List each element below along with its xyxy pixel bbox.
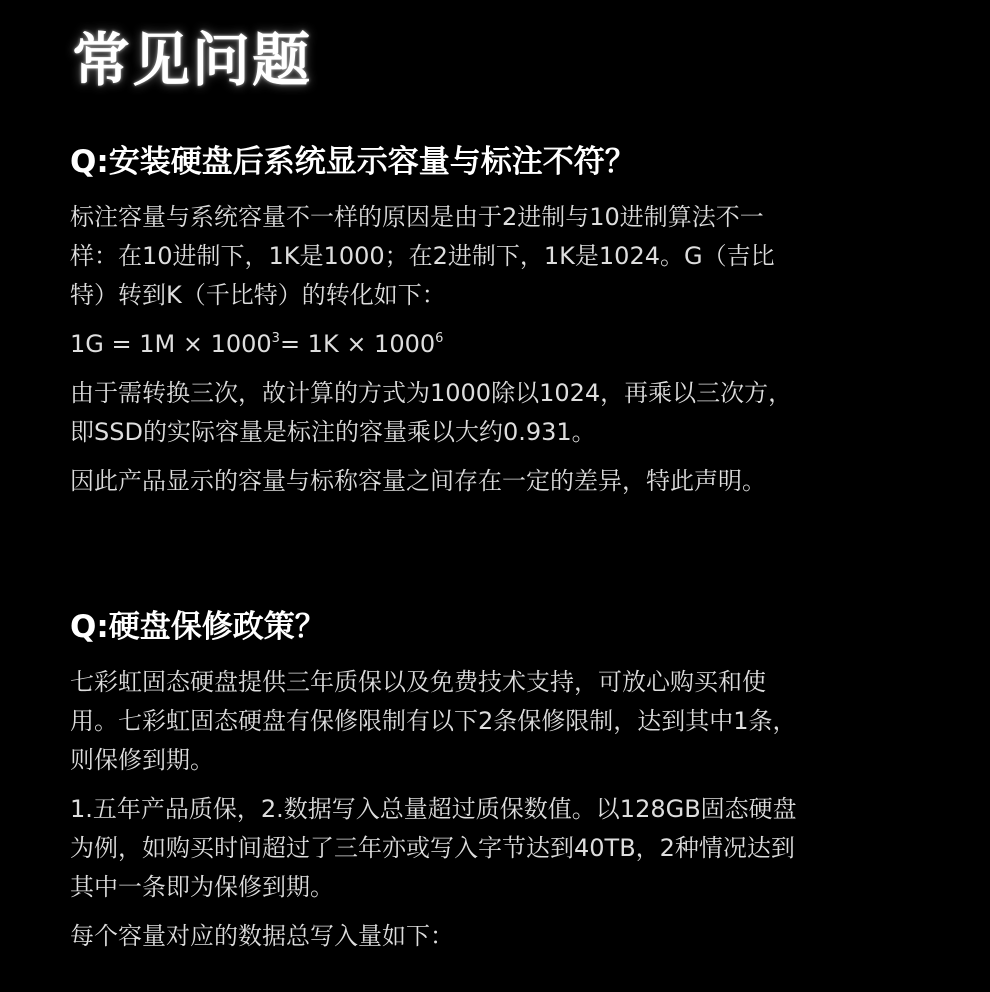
faq-answer-line: 即SSD的实际容量是标注的容量乘以大约0.931。 [70, 418, 596, 446]
faq-answer-line: 则保修到期。 [70, 746, 214, 774]
capacity-formula [70, 325, 950, 364]
faq-answer-line: 由于需转换三次，故计算的方式为1000除以1024，再乘以三次方， [70, 379, 793, 407]
faq-question: Q:硬盘保修政策？ [70, 609, 326, 645]
faq-answer-line: 因此产品显示的容量与标称容量之间存在一定的差异，特此声明。 [70, 467, 766, 495]
faq-question: Q:安装硬盘后系统显示容量与标注不符？ [70, 144, 636, 180]
faq-answer-line: 样：在10进制下，1K是1000；在2进制下，1K是1024。G（吉比 [70, 242, 775, 270]
faq-answer-line: 为例，如购买时间超过了三年亦或写入字节达到40TB，2种情况达到 [70, 834, 795, 862]
formula-part-1: 1G = 1M × 1000 [70, 330, 272, 358]
formula-part-2: = 1K × 1000 [279, 330, 436, 358]
faq-answer-line: 每个容量对应的数据总写入量如下： [70, 922, 454, 950]
faq-item-warranty [70, 605, 950, 956]
faq-answer-line: 标注容量与系统容量不一样的原因是由于2进制与10进制算法不一 [70, 203, 764, 231]
faq-answer-line: 特）转到K（千比特）的转化如下： [70, 281, 446, 309]
faq-answer-line: 七彩虹固态硬盘提供三年质保以及免费技术支持，可放心购买和使 [70, 668, 766, 696]
faq-answer-line: 1.五年产品质保，2.数据写入总量超过质保数值。以128GB固态硬盘 [70, 795, 797, 823]
faq-answer-line: 用。七彩虹固态硬盘有保修限制有以下2条保修限制，达到其中1条， [70, 707, 797, 735]
faq-item-capacity [70, 140, 950, 501]
formula-exponent-1: 3 [271, 331, 280, 346]
faq-answer-line: 其中一条即为保修到期。 [70, 873, 334, 901]
formula-exponent-2: 6 [435, 331, 444, 346]
page-title: 常见问题 [72, 26, 313, 94]
